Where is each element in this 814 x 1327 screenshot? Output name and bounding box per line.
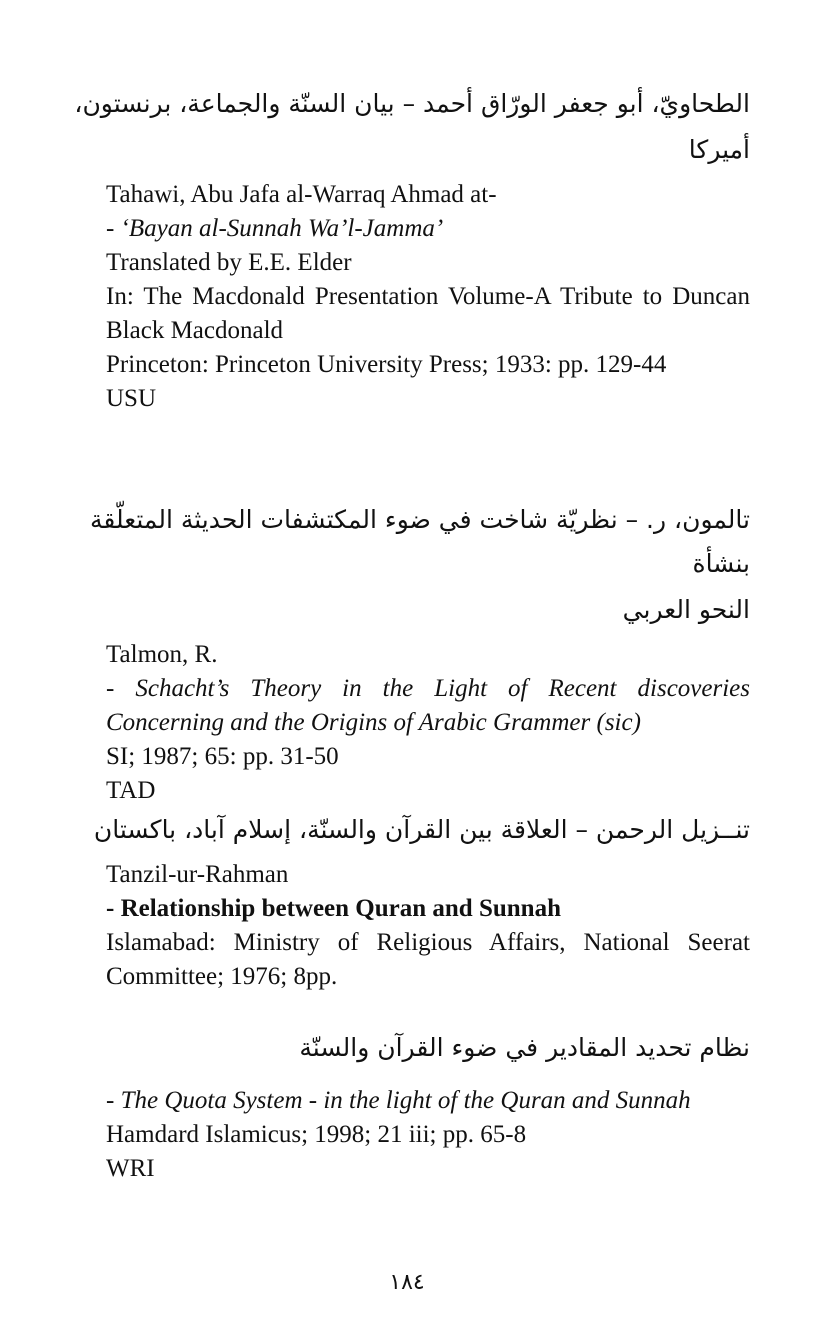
bibliography-entry-quota-system <box>48 1026 750 1186</box>
arabic-citation-line: أميركا <box>688 135 750 164</box>
publisher-line: Princeton: Princeton University Press; 1933: pp. 129-44 <box>106 351 667 378</box>
publication-line: In: The Macdonald Presentation Volume-A Tribute to Duncan Black Macdonald <box>106 283 750 344</box>
author-name: Tanzil-ur-Rahman <box>106 861 289 888</box>
arabic-citation-line: تنــزيل الرحمن – العلاقة بين القرآن والسنّة، إسلام آباد، باكستان <box>93 815 750 844</box>
translator-line: Translated by E.E. Elder <box>106 249 352 276</box>
arabic-citation-line: نظام تحديد المقادير في ضوء القرآن والسنّة <box>299 1033 750 1062</box>
bibliography-entry-tanzil <box>48 808 750 994</box>
work-title: - The Quota System - in the light of the Quran and Sunnah <box>106 1087 691 1114</box>
work-title: - ‘Bayan al-Sunnah Wa’l-Jamma’ <box>106 215 444 242</box>
journal-line: Hamdard Islamicus; 1998; 21 iii; pp. 65-8 <box>106 1121 527 1148</box>
work-title: - Relationship between Quran and Sunnah <box>106 895 561 922</box>
journal-line: SI; 1987; 65: pp. 31-50 <box>106 743 339 770</box>
page-number: ١٨٤ <box>389 1270 425 1295</box>
publisher-line: Islamabad: Ministry of Religious Affairs, National Seerat Committee; 1976; 8pp. <box>106 929 750 990</box>
bibliography-entry-talmon <box>48 498 750 808</box>
arabic-citation-line: النحو العربي <box>622 595 750 624</box>
author-name: Tahawi, Abu Jafa al-Warraq Ahmad at- <box>106 181 497 208</box>
bibliography-entry-tahawi <box>48 82 750 416</box>
arabic-citation-line: الطحاويّ، أبو جعفر الورّاق أحمد – بيان السنّة والجماعة، برنستون، <box>74 89 750 118</box>
arabic-citation-line: تالمون، ر. – نظريّة شاخت في ضوء المكتشفات الحديثة المتعلّقة بنشأة <box>89 505 750 578</box>
author-name: Talmon, R. <box>106 641 218 668</box>
library-code: TAD <box>106 777 156 804</box>
library-code: WRI <box>106 1155 155 1182</box>
work-title: - Schacht’s Theory in the Light of Recent discoveries Concerning and the Origins of Arabic Grammer (sic) <box>106 675 750 736</box>
library-code: USU <box>106 385 157 412</box>
